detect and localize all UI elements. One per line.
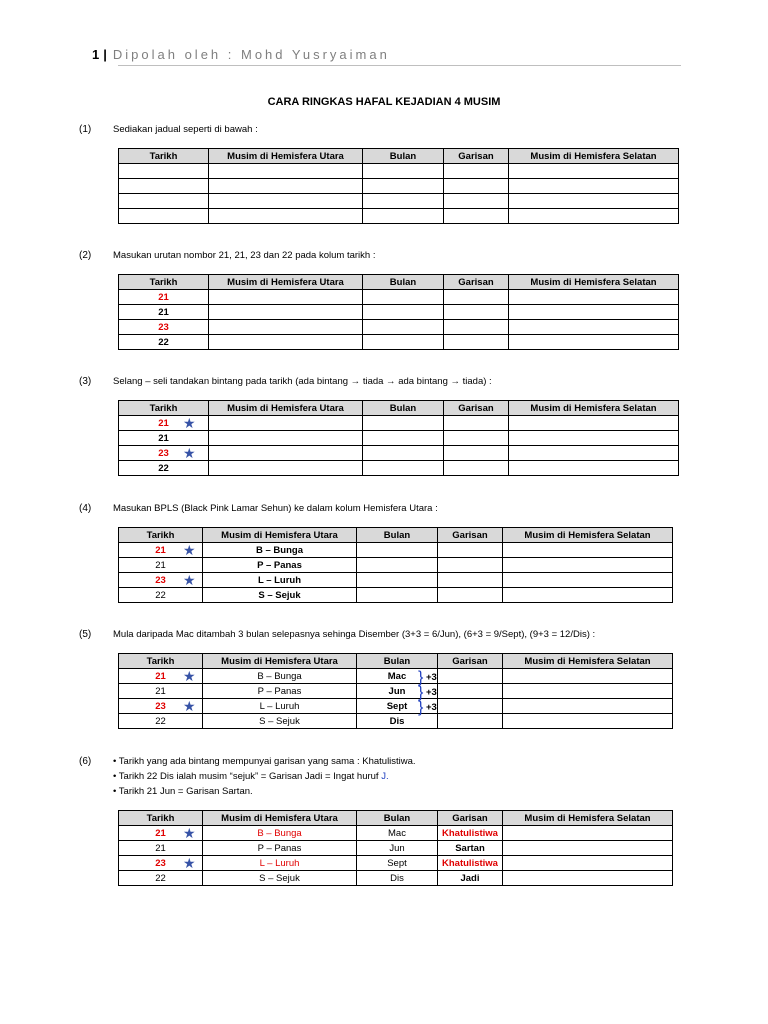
bullet-2-letter: J. bbox=[381, 771, 389, 782]
season-cell: B – Bunga bbox=[203, 826, 357, 841]
table-row bbox=[119, 684, 673, 699]
season-cell: P – Panas bbox=[203, 841, 357, 856]
line-cell: Khatulistiwa bbox=[438, 856, 503, 871]
date-cell: 21 bbox=[155, 670, 166, 682]
date-cell: 22 bbox=[119, 588, 203, 603]
table-row bbox=[119, 543, 673, 558]
table-3 bbox=[118, 400, 679, 476]
table-row bbox=[119, 669, 673, 684]
step-text: Mula daripada Mac ditambah 3 bulan selepasnya sehinga Disember (3+3 = 6/Jun), (6+3 = 9/Sept), (9+3 = 12/Dis) : bbox=[113, 629, 596, 640]
star-icon: ★ bbox=[183, 668, 196, 684]
header-separator: | bbox=[103, 47, 107, 62]
season-cell: L – Luruh bbox=[203, 699, 357, 714]
brace-icon: } bbox=[418, 684, 424, 701]
col-musim-utara: Musim di Hemisfera Utara bbox=[203, 528, 357, 543]
table-row bbox=[119, 871, 673, 886]
star-icon: ★ bbox=[183, 825, 196, 841]
col-garisan: Garisan bbox=[444, 149, 509, 164]
step-number: (4) bbox=[79, 503, 92, 514]
header-rule bbox=[118, 65, 681, 66]
page-header bbox=[92, 47, 390, 62]
col-musim-selatan: Musim di Hemisfera Selatan bbox=[509, 149, 679, 164]
season-cell: L – Luruh bbox=[203, 573, 357, 588]
season-cell: L – Luruh bbox=[203, 856, 357, 871]
date-cell: 21 bbox=[119, 305, 209, 320]
step-number: (3) bbox=[79, 376, 92, 387]
plus-label: +3 bbox=[426, 687, 437, 698]
date-cell: 21 bbox=[119, 558, 203, 573]
table-row bbox=[119, 826, 673, 841]
date-cell: 22 bbox=[119, 871, 203, 886]
table-row bbox=[119, 335, 679, 350]
step-number: (1) bbox=[79, 124, 92, 135]
col-bulan: Bulan bbox=[363, 401, 444, 416]
table-row bbox=[119, 558, 673, 573]
step-text: Masukan urutan nombor 21, 21, 23 dan 22 pada kolum tarikh : bbox=[113, 250, 376, 261]
table-2 bbox=[118, 274, 679, 350]
date-cell: 23 bbox=[155, 574, 166, 586]
table-header-row bbox=[119, 275, 679, 290]
plus-label: +3 bbox=[426, 672, 437, 683]
date-cell: 21 bbox=[158, 417, 169, 429]
table-row bbox=[119, 290, 679, 305]
bullet-2-text: • Tarikh 22 Dis ialah musim “sejuk” = Garisan Jadi = Ingat huruf bbox=[113, 771, 382, 782]
brace-icon: } bbox=[418, 699, 424, 716]
step-number: (2) bbox=[79, 250, 92, 261]
table-row bbox=[119, 588, 673, 603]
col-bulan: Bulan bbox=[357, 528, 438, 543]
date-cell: 23 bbox=[155, 700, 166, 712]
col-musim-utara: Musim di Hemisfera Utara bbox=[209, 149, 363, 164]
col-tarikh: Tarikh bbox=[119, 654, 203, 669]
month-cell: Sept bbox=[357, 699, 438, 714]
col-tarikh: Tarikh bbox=[119, 149, 209, 164]
date-cell: 21 bbox=[119, 290, 209, 305]
col-bulan: Bulan bbox=[363, 149, 444, 164]
col-tarikh: Tarikh bbox=[119, 528, 203, 543]
table-row bbox=[119, 461, 679, 476]
table-row bbox=[119, 699, 673, 714]
star-icon: ★ bbox=[183, 698, 196, 714]
table-row bbox=[119, 714, 673, 729]
col-tarikh: Tarikh bbox=[119, 401, 209, 416]
col-musim-selatan: Musim di Hemisfera Selatan bbox=[509, 401, 679, 416]
col-garisan: Garisan bbox=[444, 275, 509, 290]
step-text: Sediakan jadual seperti di bawah : bbox=[113, 124, 258, 135]
table-5 bbox=[118, 653, 673, 729]
month-cell: Mac bbox=[357, 826, 438, 841]
date-cell: 22 bbox=[119, 461, 209, 476]
table-row bbox=[119, 320, 679, 335]
col-bulan: Bulan bbox=[357, 654, 438, 669]
bullet-2 bbox=[113, 771, 389, 782]
month-cell: Sept bbox=[357, 856, 438, 871]
date-cell: 21 bbox=[119, 431, 209, 446]
col-garisan: Garisan bbox=[438, 811, 503, 826]
date-cell: 21 bbox=[155, 827, 166, 839]
table-header-row bbox=[119, 811, 673, 826]
date-cell: 23 bbox=[155, 857, 166, 869]
table-header-row bbox=[119, 654, 673, 669]
table-row bbox=[119, 431, 679, 446]
col-tarikh: Tarikh bbox=[119, 811, 203, 826]
table-row bbox=[119, 573, 673, 588]
table-row bbox=[119, 209, 679, 224]
season-cell: S – Sejuk bbox=[203, 714, 357, 729]
season-cell: S – Sejuk bbox=[203, 871, 357, 886]
document-title: CARA RINGKAS HAFAL KEJADIAN 4 MUSIM bbox=[267, 96, 501, 108]
season-cell: P – Panas bbox=[203, 558, 357, 573]
col-musim-selatan: Musim di Hemisfera Selatan bbox=[503, 528, 673, 543]
line-cell: Sartan bbox=[438, 841, 503, 856]
table-row bbox=[119, 446, 679, 461]
col-bulan: Bulan bbox=[357, 811, 438, 826]
table-row bbox=[119, 416, 679, 431]
col-musim-selatan: Musim di Hemisfera Selatan bbox=[503, 654, 673, 669]
col-bulan: Bulan bbox=[363, 275, 444, 290]
table-6 bbox=[118, 810, 673, 886]
month-cell: Jun bbox=[357, 684, 438, 699]
star-icon: ★ bbox=[183, 445, 196, 461]
page-number: 1 bbox=[92, 47, 100, 62]
star-icon: ★ bbox=[183, 415, 196, 431]
brace-icon: } bbox=[418, 669, 424, 686]
bullet-1: • Tarikh yang ada bintang mempunyai garisan yang sama : Khatulistiwa. bbox=[113, 756, 416, 767]
season-cell: S – Sejuk bbox=[203, 588, 357, 603]
col-musim-selatan: Musim di Hemisfera Selatan bbox=[509, 275, 679, 290]
month-cell: Dis bbox=[357, 714, 438, 729]
month-cell: Dis bbox=[357, 871, 438, 886]
date-cell: 21 bbox=[119, 684, 203, 699]
date-cell: 22 bbox=[119, 714, 203, 729]
table-row bbox=[119, 305, 679, 320]
col-garisan: Garisan bbox=[438, 528, 503, 543]
col-garisan: Garisan bbox=[438, 654, 503, 669]
table-row bbox=[119, 856, 673, 871]
date-cell: 22 bbox=[119, 335, 209, 350]
table-header-row bbox=[119, 149, 679, 164]
star-icon: ★ bbox=[183, 855, 196, 871]
step-number: (5) bbox=[79, 629, 92, 640]
col-musim-utara: Musim di Hemisfera Utara bbox=[203, 811, 357, 826]
line-cell: Jadi bbox=[438, 871, 503, 886]
line-cell: Khatulistiwa bbox=[438, 826, 503, 841]
season-cell: B – Bunga bbox=[203, 543, 357, 558]
col-musim-utara: Musim di Hemisfera Utara bbox=[209, 275, 363, 290]
step-text: Selang – seli tandakan bintang pada tarikh (ada bintang → tiada → ada bintang → tiada) : bbox=[113, 376, 492, 387]
table-1 bbox=[118, 148, 679, 224]
table-4 bbox=[118, 527, 673, 603]
date-cell: 23 bbox=[119, 320, 209, 335]
season-cell: P – Panas bbox=[203, 684, 357, 699]
step-number: (6) bbox=[79, 756, 92, 767]
date-cell: 23 bbox=[158, 447, 169, 459]
table-header-row bbox=[119, 401, 679, 416]
col-musim-utara: Musim di Hemisfera Utara bbox=[209, 401, 363, 416]
col-musim-utara: Musim di Hemisfera Utara bbox=[203, 654, 357, 669]
plus-label: +3 bbox=[426, 702, 437, 713]
step-text: Masukan BPLS (Black Pink Lamar Sehun) ke dalam kolum Hemisfera Utara : bbox=[113, 503, 438, 514]
month-cell: Jun bbox=[357, 841, 438, 856]
col-garisan: Garisan bbox=[444, 401, 509, 416]
month-cell: Mac bbox=[357, 669, 438, 684]
col-tarikh: Tarikh bbox=[119, 275, 209, 290]
table-row bbox=[119, 164, 679, 179]
date-cell: 21 bbox=[119, 841, 203, 856]
table-header-row bbox=[119, 528, 673, 543]
header-author: Dipolah oleh : Mohd Yusryaiman bbox=[112, 47, 390, 62]
table-row bbox=[119, 179, 679, 194]
table-row bbox=[119, 841, 673, 856]
star-icon: ★ bbox=[183, 572, 196, 588]
star-icon: ★ bbox=[183, 542, 196, 558]
table-row bbox=[119, 194, 679, 209]
bullet-3: • Tarikh 21 Jun = Garisan Sartan. bbox=[113, 786, 253, 797]
season-cell: B – Bunga bbox=[203, 669, 357, 684]
date-cell: 21 bbox=[155, 544, 166, 556]
col-musim-selatan: Musim di Hemisfera Selatan bbox=[503, 811, 673, 826]
